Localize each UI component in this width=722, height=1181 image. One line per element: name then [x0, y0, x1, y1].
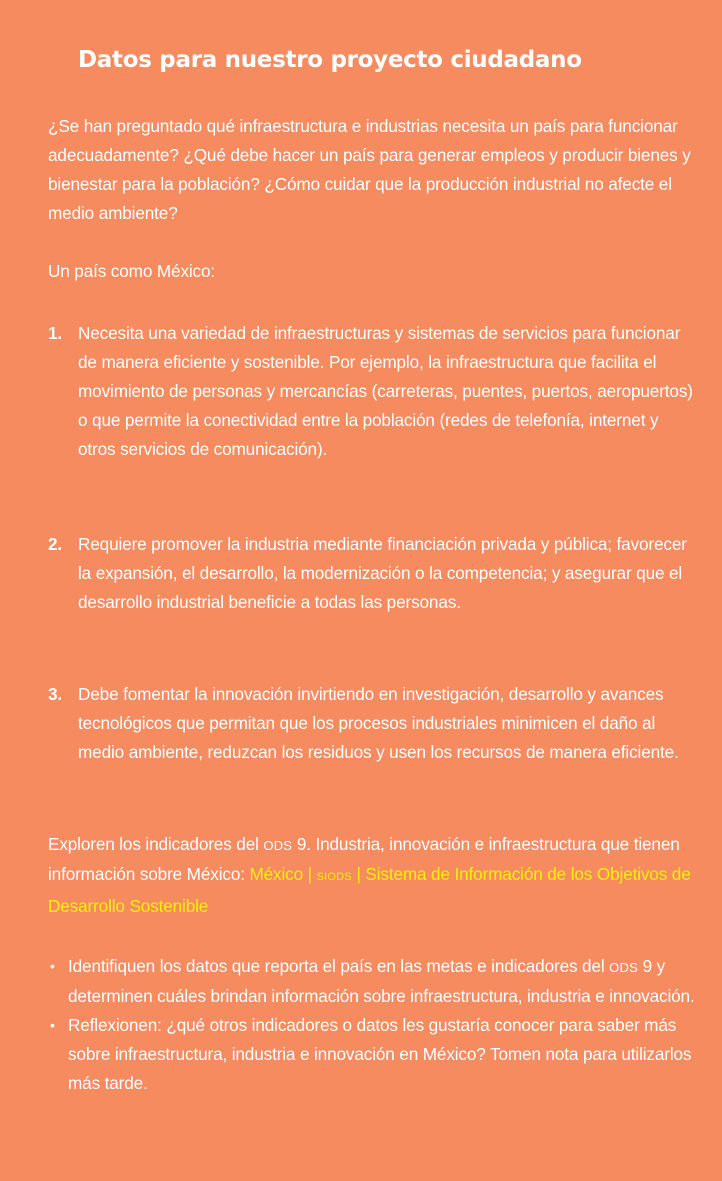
ods-abbrev: ODS [263, 838, 293, 853]
item-text: Debe fomentar la innovación invirtiendo en investigación, desarrollo y avances tecnológicos que permitan que los procesos industriales minimicen el daño al medio ambiente, reduzcan los residuos y usen los recursos de manera eficiente. [78, 684, 679, 762]
bullet-text-after: 9 y determinen cuáles brindan información sobre infraestructura, industria e innovación. [68, 956, 695, 1006]
explore-paragraph [48, 830, 698, 921]
intro-paragraph: ¿Se han preguntado qué infraestructura e industrias necesita un país para funcionar adecuadamente? ¿Qué debe hacer un país para generar empleos y producir bienes y bienestar para la población? ¿Cómo cuidar que la producción industrial no afecte el medio ambiente? [48, 116, 691, 223]
bullet-item-1 [48, 952, 698, 1011]
bullet-text: Reflexionen: ¿qué otros indicadores o datos les gustaría conocer para saber más sobre infraestructura, industria e innovación en México? Tomen nota para utilizarlos más tarde. [68, 1015, 692, 1093]
explore-middle: 9. Industria, innovación e infraestructura que tienen información sobre México: [48, 834, 680, 884]
numbered-item-3 [48, 680, 698, 767]
item-number: 2. [48, 534, 63, 554]
link-part-2: | Sistema de Información de los Objetivos de Desarrollo Sostenible [48, 864, 691, 916]
numbered-item-2 [48, 530, 698, 617]
item-number: 1. [48, 323, 63, 343]
item-number: 3. [48, 684, 63, 704]
lead-paragraph: Un país como México: [48, 261, 216, 281]
page-title: Datos para nuestro proyecto ciudadano [78, 47, 582, 73]
bullet-icon: • [50, 958, 55, 974]
item-text: Requiere promover la industria mediante financiación privada y pública; favorecer la expansión, el desarrollo, la modernización o la competencia; y asegurar que el desarrollo industrial beneficie a todas las personas. [78, 534, 687, 612]
bullet-item-2 [48, 1011, 698, 1098]
bullet-icon: • [50, 1017, 55, 1033]
link-part-1: México | [249, 864, 317, 884]
ods-abbrev: ODS [609, 960, 638, 975]
link-siods: SIODS [316, 871, 352, 883]
item-text: Necesita una variedad de infraestructuras y sistemas de servicios para funcionar de manera eficiente y sostenible. Por ejemplo, la infraestructura que facilita el movimiento de personas y mercancías (carreteras, puentes, puertos, aeropuertos) o que permite la conectividad entre la población (redes de telefonía, internet y otros servicios de comunicación). [78, 323, 693, 459]
bullet-text-before: Identifiquen los datos que reporta el país en las metas e indicadores del [68, 956, 610, 976]
numbered-item-1 [48, 319, 698, 464]
bullet-text [68, 952, 698, 1011]
bullet-list [48, 952, 698, 1098]
explore-prefix: Exploren los indicadores del [48, 834, 264, 854]
